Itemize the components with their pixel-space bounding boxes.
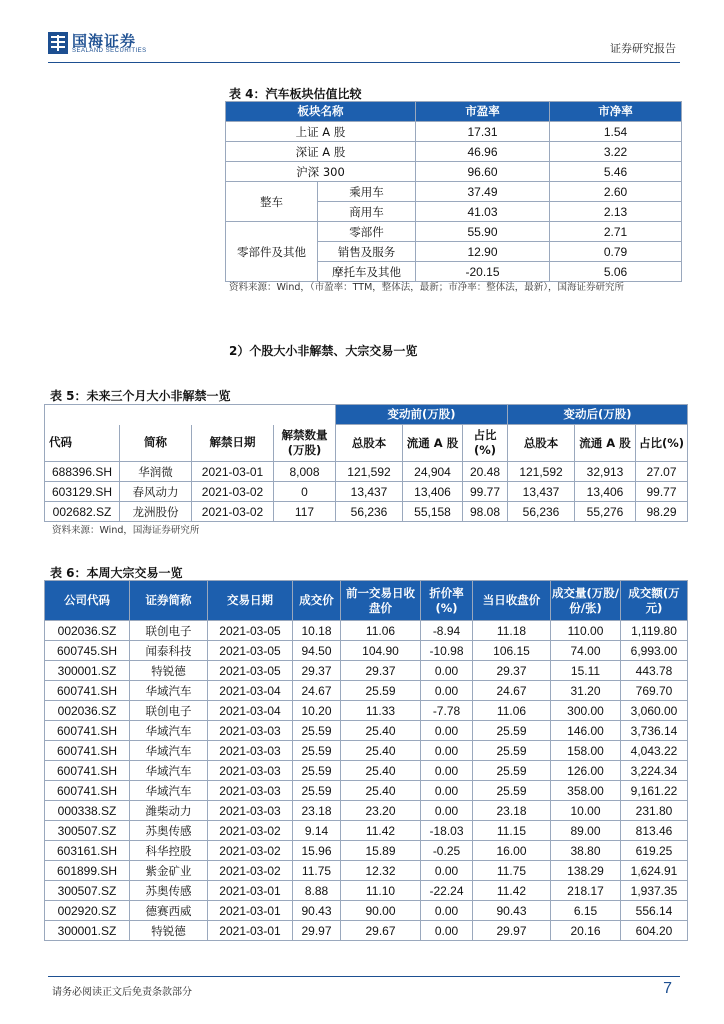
table4-cell: 商用车 — [318, 202, 416, 222]
table4-cell: 1.54 — [550, 122, 682, 142]
table5-cell: 56,236 — [336, 502, 403, 522]
table6-cell: 0.00 — [421, 801, 473, 821]
table6-cell: 特锐德 — [130, 661, 208, 681]
table6-cell: 11.10 — [341, 881, 421, 901]
table6-header: 当日收盘价 — [473, 581, 551, 621]
valuation-table — [225, 101, 682, 282]
table5-cell: 55,158 — [403, 502, 463, 522]
table5-group-after: 变动后(万股) — [508, 405, 688, 425]
table6-cell: 358.00 — [551, 781, 621, 801]
table6-row — [45, 921, 688, 941]
table5-header: 解禁日期 — [192, 425, 274, 462]
table6-row — [45, 641, 688, 661]
table6-cell: 90.43 — [473, 901, 551, 921]
table6-cell: 002036.SZ — [45, 621, 130, 641]
table4-cell: 销售及服务 — [318, 242, 416, 262]
table5-group-before: 变动前(万股) — [336, 405, 508, 425]
table6-cell: 紫金矿业 — [130, 861, 208, 881]
table4-cell: 0.79 — [550, 242, 682, 262]
table6-cell: 619.25 — [621, 841, 688, 861]
table5-cell: 20.48 — [463, 462, 508, 482]
table5-header: 解禁数量(万股) — [274, 425, 336, 462]
table6-cell: 23.20 — [341, 801, 421, 821]
footer-divider — [48, 976, 680, 977]
table6-cell: 联创电子 — [130, 701, 208, 721]
table6-cell: 24.67 — [473, 681, 551, 701]
table6-cell: 1,937.35 — [621, 881, 688, 901]
table5-header: 总股本 — [336, 425, 403, 462]
logo-text-en: SEALAND SECURITIES — [72, 48, 147, 54]
table4-cell: 零部件 — [318, 222, 416, 242]
table6-cell: 2021-03-03 — [208, 761, 293, 781]
table6-cell: 联创电子 — [130, 621, 208, 641]
table5-row — [45, 462, 688, 482]
table6-cell: 218.17 — [551, 881, 621, 901]
table6-cell: 25.59 — [293, 741, 341, 761]
table6-cell: 89.00 — [551, 821, 621, 841]
company-logo — [48, 30, 208, 60]
table5-cell: 56,236 — [508, 502, 575, 522]
table6-cell: 2021-03-02 — [208, 861, 293, 881]
table6-cell: 2021-03-02 — [208, 821, 293, 841]
table6-cell: 25.59 — [473, 761, 551, 781]
table6-cell: 3,736.14 — [621, 721, 688, 741]
table6-cell: 2021-03-01 — [208, 921, 293, 941]
table6-cell: 90.43 — [293, 901, 341, 921]
table4-cell: 96.60 — [416, 162, 550, 182]
table6-header: 成交额(万元) — [621, 581, 688, 621]
table6-cell: 104.90 — [341, 641, 421, 661]
table6-cell: 12.32 — [341, 861, 421, 881]
table6-cell: 11.06 — [341, 621, 421, 641]
table6-header: 成交价 — [293, 581, 341, 621]
table6-row — [45, 661, 688, 681]
table4-cell: 37.49 — [416, 182, 550, 202]
table6-cell: 6.15 — [551, 901, 621, 921]
table6-header: 成交量(万股/份/张) — [551, 581, 621, 621]
report-type: 证券研究报告 — [610, 42, 676, 55]
table6-cell: 29.97 — [293, 921, 341, 941]
table4-cell: 摩托车及其他 — [318, 262, 416, 282]
table4-cell: 乘用车 — [318, 182, 416, 202]
table5-cell: 99.77 — [636, 482, 688, 502]
table6-cell: 300001.SZ — [45, 661, 130, 681]
table6-cell: 9.14 — [293, 821, 341, 841]
table6-cell: 华域汽车 — [130, 761, 208, 781]
table6-cell: -7.78 — [421, 701, 473, 721]
table5-cell: 2021-03-02 — [192, 502, 274, 522]
table6-cell: 600741.SH — [45, 681, 130, 701]
table5-header: 占比(%) — [636, 425, 688, 462]
table6-cell: 2021-03-01 — [208, 881, 293, 901]
table5-cell: 24,904 — [403, 462, 463, 482]
table6-cell: 25.40 — [341, 781, 421, 801]
table6-cell: 29.37 — [473, 661, 551, 681]
table6-header: 折价率(%) — [421, 581, 473, 621]
table6-cell: 15.11 — [551, 661, 621, 681]
table6-cell: 11.33 — [341, 701, 421, 721]
table6-cell: 1,119.80 — [621, 621, 688, 641]
table6-cell: 15.96 — [293, 841, 341, 861]
table6-cell: 2021-03-03 — [208, 781, 293, 801]
table6-cell: 90.00 — [341, 901, 421, 921]
table6-cell: 813.46 — [621, 821, 688, 841]
table6-row — [45, 621, 688, 641]
table6-cell: 600741.SH — [45, 741, 130, 761]
table6-cell: 11.15 — [473, 821, 551, 841]
table4-header: 板块名称 — [226, 102, 416, 122]
table6-cell: 0.00 — [421, 861, 473, 881]
table6-cell: 25.59 — [293, 721, 341, 741]
table6-cell: 31.20 — [551, 681, 621, 701]
table6-cell: 29.97 — [473, 921, 551, 941]
table6-cell: 0.00 — [421, 741, 473, 761]
table6-cell: -22.24 — [421, 881, 473, 901]
table6-cell: 300507.SZ — [45, 881, 130, 901]
table4-group-cell: 整车 — [226, 182, 318, 222]
table6-row — [45, 761, 688, 781]
table5-cell: 8,008 — [274, 462, 336, 482]
table5-cell: 2021-03-02 — [192, 482, 274, 502]
table4-caption: 表 4：汽车板块估值比较 — [229, 87, 362, 101]
table4-group-cell: 零部件及其他 — [226, 222, 318, 282]
table6-cell: 3,224.34 — [621, 761, 688, 781]
table6-cell: 769.70 — [621, 681, 688, 701]
table6-cell: 231.80 — [621, 801, 688, 821]
table6-row — [45, 901, 688, 921]
table5-cell: 32,913 — [575, 462, 636, 482]
table6-cell: 1,624.91 — [621, 861, 688, 881]
table5-cell: 117 — [274, 502, 336, 522]
table6-cell: 24.67 — [293, 681, 341, 701]
table6-cell: 38.80 — [551, 841, 621, 861]
table6-cell: 74.00 — [551, 641, 621, 661]
table4-cell: 沪深 300 — [226, 162, 416, 182]
table4-cell: 55.90 — [416, 222, 550, 242]
table6-cell: 300507.SZ — [45, 821, 130, 841]
table6-row — [45, 841, 688, 861]
table6-cell: 4,043.22 — [621, 741, 688, 761]
table6-cell: 300001.SZ — [45, 921, 130, 941]
table4-cell: 46.96 — [416, 142, 550, 162]
table4-cell: 17.31 — [416, 122, 550, 142]
table4-cell: 41.03 — [416, 202, 550, 222]
table6-cell: 25.59 — [473, 721, 551, 741]
table6-row — [45, 741, 688, 761]
table4-cell: 2.71 — [550, 222, 682, 242]
table4-cell: 12.90 — [416, 242, 550, 262]
table5-cell: 13,437 — [508, 482, 575, 502]
table6-cell: 2021-03-04 — [208, 681, 293, 701]
table6-header: 前一交易日收盘价 — [341, 581, 421, 621]
table6-cell: 002920.SZ — [45, 901, 130, 921]
table6-cell: 25.59 — [473, 741, 551, 761]
table6-cell: 6,993.00 — [621, 641, 688, 661]
table6-cell: -18.03 — [421, 821, 473, 841]
table6-cell: 2021-03-03 — [208, 721, 293, 741]
table4-cell: 3.22 — [550, 142, 682, 162]
table6-cell: 29.37 — [293, 661, 341, 681]
table6-cell: 29.37 — [341, 661, 421, 681]
table6-cell: 3,060.00 — [621, 701, 688, 721]
table5-cell: 121,592 — [336, 462, 403, 482]
table5-cell: 13,437 — [336, 482, 403, 502]
table6-cell: 10.00 — [551, 801, 621, 821]
table6-cell: 106.15 — [473, 641, 551, 661]
table6-cell: 2021-03-01 — [208, 901, 293, 921]
table5-cell: 27.07 — [636, 462, 688, 482]
table6-cell: 25.40 — [341, 761, 421, 781]
unlock-table — [44, 404, 688, 522]
table6-cell: 2021-03-03 — [208, 801, 293, 821]
table6-cell: 126.00 — [551, 761, 621, 781]
table6-cell: 0.00 — [421, 681, 473, 701]
table5-header: 流通 A 股 — [575, 425, 636, 462]
logo-text-cn: 国海证券 — [72, 32, 137, 50]
table5-header: 总股本 — [508, 425, 575, 462]
table6-cell: 138.29 — [551, 861, 621, 881]
table6-cell: 600741.SH — [45, 761, 130, 781]
table5-cell: 002682.SZ — [45, 502, 120, 522]
table5-cell: 龙洲股份 — [120, 502, 192, 522]
table6-cell: 15.89 — [341, 841, 421, 861]
table6-cell: 603161.SH — [45, 841, 130, 861]
table6-cell: 000338.SZ — [45, 801, 130, 821]
table6-cell: 300.00 — [551, 701, 621, 721]
table6-cell: 25.40 — [341, 721, 421, 741]
table6-cell: 25.59 — [341, 681, 421, 701]
table6-cell: 25.59 — [293, 781, 341, 801]
table5-cell: 13,406 — [575, 482, 636, 502]
table6-cell: 11.42 — [341, 821, 421, 841]
table6-cell: 2021-03-03 — [208, 741, 293, 761]
table4-cell: 5.46 — [550, 162, 682, 182]
table6-cell: 0.00 — [421, 721, 473, 741]
header-divider — [48, 62, 680, 63]
table6-cell: 2021-03-04 — [208, 701, 293, 721]
table6-cell: 0.00 — [421, 661, 473, 681]
table6-cell: 0.00 — [421, 901, 473, 921]
table6-cell: 0.00 — [421, 921, 473, 941]
table6-cell: 10.20 — [293, 701, 341, 721]
table5-row — [45, 482, 688, 502]
table6-row — [45, 781, 688, 801]
table6-cell: 闻泰科技 — [130, 641, 208, 661]
table6-cell: 110.00 — [551, 621, 621, 641]
table6-cell: 11.75 — [293, 861, 341, 881]
table4-header: 市盈率 — [416, 102, 550, 122]
table5-header: 代码 — [45, 425, 120, 462]
table6-cell: 2021-03-05 — [208, 641, 293, 661]
table6-cell: 23.18 — [473, 801, 551, 821]
table5-cell: 13,406 — [403, 482, 463, 502]
table4-source: 资料来源：Wind，（市盈率：TTM，整体法，最新；市净率：整体法，最新），国海证券研究所 — [229, 282, 625, 293]
table6-cell: 600741.SH — [45, 781, 130, 801]
table5-cell: 99.77 — [463, 482, 508, 502]
disclaimer-note: 请务必阅读正文后免责条款部分 — [52, 987, 192, 998]
table6-cell: 443.78 — [621, 661, 688, 681]
table5-cell: 603129.SH — [45, 482, 120, 502]
table5-source: 资料来源：Wind，国海证券研究所 — [52, 525, 200, 536]
table6-cell: 11.18 — [473, 621, 551, 641]
table6-cell: -8.94 — [421, 621, 473, 641]
table4-cell: 上证 A 股 — [226, 122, 416, 142]
table6-cell: 德赛西威 — [130, 901, 208, 921]
table6-cell: 25.40 — [341, 741, 421, 761]
table6-cell: 23.18 — [293, 801, 341, 821]
table5-cell: 98.29 — [636, 502, 688, 522]
table6-cell: 20.16 — [551, 921, 621, 941]
table6-cell: 11.06 — [473, 701, 551, 721]
table6-cell: 146.00 — [551, 721, 621, 741]
table6-cell: 苏奥传感 — [130, 881, 208, 901]
page-number: 7 — [663, 980, 672, 997]
table6-header: 交易日期 — [208, 581, 293, 621]
table6-cell: 25.59 — [473, 781, 551, 801]
table6-cell: 苏奥传感 — [130, 821, 208, 841]
table6-row — [45, 801, 688, 821]
table5-cell: 华润微 — [120, 462, 192, 482]
table6-cell: 华域汽车 — [130, 741, 208, 761]
table5-blank-header — [45, 405, 336, 425]
sealand-logo-icon — [48, 32, 68, 54]
section-title: 2）个股大小非解禁、大宗交易一览 — [229, 344, 418, 358]
table6-cell: 0.00 — [421, 781, 473, 801]
table5-caption: 表 5：未来三个月大小非解禁一览 — [50, 389, 231, 403]
table5-header: 流通 A 股 — [403, 425, 463, 462]
table4-cell: 5.06 — [550, 262, 682, 282]
table4-cell: 2.13 — [550, 202, 682, 222]
table6-caption: 表 6：本周大宗交易一览 — [50, 566, 183, 580]
table5-cell: 55,276 — [575, 502, 636, 522]
table5-cell: 春风动力 — [120, 482, 192, 502]
table6-cell: 科华控股 — [130, 841, 208, 861]
table6-cell: 特锐德 — [130, 921, 208, 941]
table5-header: 简称 — [120, 425, 192, 462]
table6-row — [45, 721, 688, 741]
table4-cell: 2.60 — [550, 182, 682, 202]
table6-cell: 潍柴动力 — [130, 801, 208, 821]
table6-cell: 158.00 — [551, 741, 621, 761]
table6-cell: 11.75 — [473, 861, 551, 881]
table6-header: 证券简称 — [130, 581, 208, 621]
table5-cell: 121,592 — [508, 462, 575, 482]
table6-cell: 2021-03-05 — [208, 621, 293, 641]
table6-cell: 华域汽车 — [130, 721, 208, 741]
table5-cell: 0 — [274, 482, 336, 502]
table5-header: 占比(%) — [463, 425, 508, 462]
table5-cell: 688396.SH — [45, 462, 120, 482]
table6-cell: 0.00 — [421, 761, 473, 781]
table6-cell: 2021-03-02 — [208, 841, 293, 861]
table6-cell: 29.67 — [341, 921, 421, 941]
table6-cell: 8.88 — [293, 881, 341, 901]
table6-cell: -10.98 — [421, 641, 473, 661]
table6-row — [45, 701, 688, 721]
table5-cell: 98.08 — [463, 502, 508, 522]
table4-cell: 深证 A 股 — [226, 142, 416, 162]
table6-cell: 16.00 — [473, 841, 551, 861]
table5-row — [45, 502, 688, 522]
table6-cell: 11.42 — [473, 881, 551, 901]
table6-cell: -0.25 — [421, 841, 473, 861]
table6-cell: 604.20 — [621, 921, 688, 941]
table6-cell: 556.14 — [621, 901, 688, 921]
table6-cell: 10.18 — [293, 621, 341, 641]
table4-header: 市净率 — [550, 102, 682, 122]
page-header — [48, 26, 680, 62]
table6-cell: 600745.SH — [45, 641, 130, 661]
table6-cell: 601899.SH — [45, 861, 130, 881]
table6-cell: 华域汽车 — [130, 681, 208, 701]
table6-cell: 25.59 — [293, 761, 341, 781]
table6-row — [45, 881, 688, 901]
table6-cell: 002036.SZ — [45, 701, 130, 721]
table5-cell: 2021-03-01 — [192, 462, 274, 482]
table6-row — [45, 861, 688, 881]
block-trade-table — [44, 580, 688, 941]
table4-cell: -20.15 — [416, 262, 550, 282]
table6-cell: 华域汽车 — [130, 781, 208, 801]
table6-cell: 94.50 — [293, 641, 341, 661]
table6-cell: 600741.SH — [45, 721, 130, 741]
table6-row — [45, 821, 688, 841]
table6-cell: 9,161.22 — [621, 781, 688, 801]
table6-header: 公司代码 — [45, 581, 130, 621]
table6-cell: 2021-03-05 — [208, 661, 293, 681]
table6-row — [45, 681, 688, 701]
